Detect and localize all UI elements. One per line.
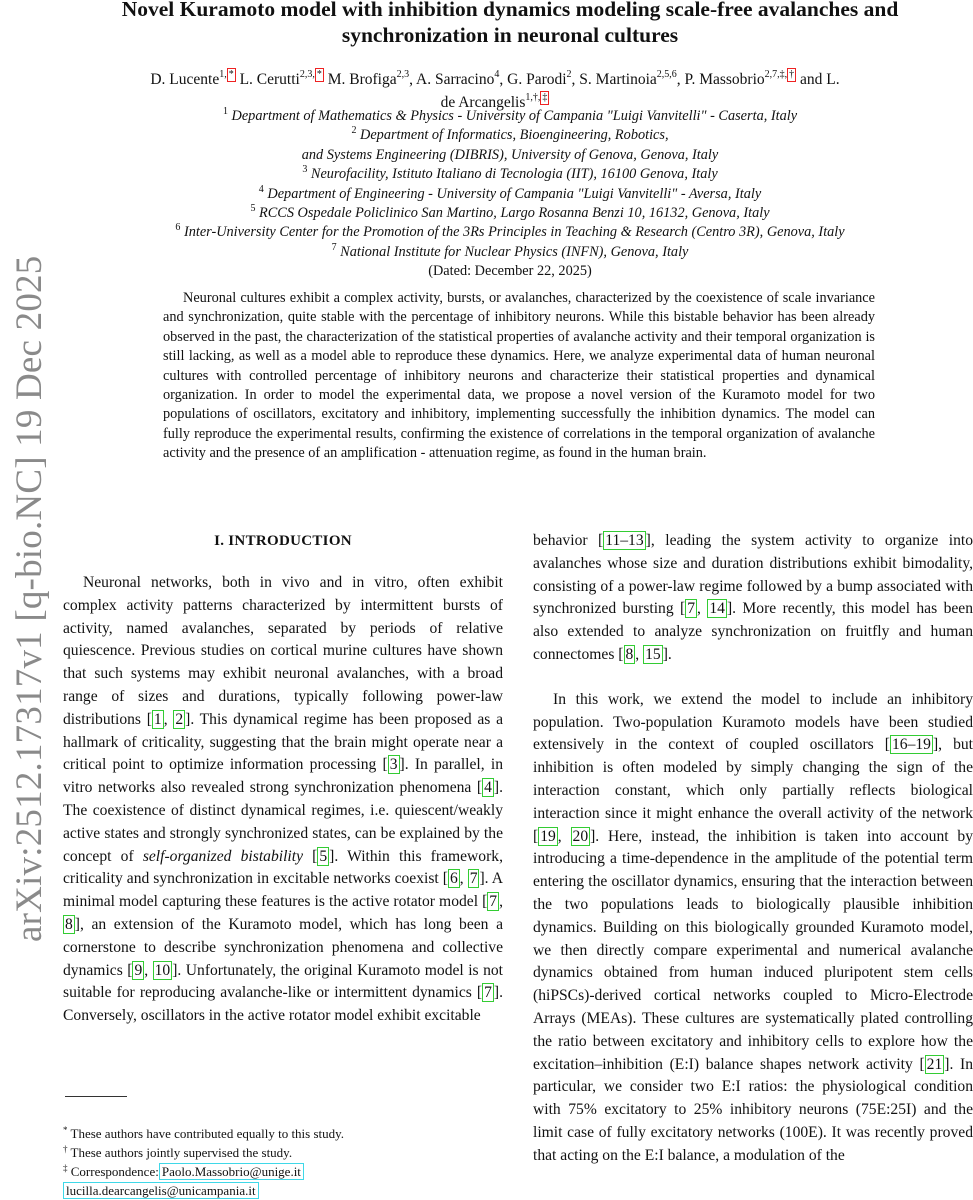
author-footnote-link[interactable]: †	[789, 69, 795, 80]
citation-link[interactable]: 8	[65, 915, 73, 933]
arxiv-identifier: arXiv:2512.17317v1 [q-bio.NC] 19 Dec 2025	[9, 255, 50, 942]
email-link-dearcangelis[interactable]: lucilla.dearcangelis@unicampania.it	[63, 1182, 259, 1199]
affiliation-line: $^2$ Department of Informatics, Bioengineering, Robotics,	[351, 125, 669, 144]
footnote-equal-contribution: * These authors have contributed equally to this study.	[63, 1125, 345, 1141]
citation-link[interactable]: 7	[469, 870, 478, 888]
author-footnote-link[interactable]: *	[228, 69, 234, 80]
citation-link[interactable]: 20	[572, 827, 589, 845]
abstract	[163, 289, 875, 464]
author-name: L. Cerutti	[239, 71, 300, 88]
author-affiliation-mark: 2,3, *	[299, 69, 322, 80]
citation-link[interactable]: 3	[389, 756, 398, 774]
section-heading: I. INTRODUCTION	[214, 533, 352, 549]
citation-link[interactable]: 7	[489, 893, 498, 911]
footnote-correspondence: ‡ Correspondence: Paolo.Massobrio@unige.it	[63, 1162, 513, 1181]
author-affiliation-mark: 1, *	[219, 69, 234, 80]
author-list: D. Lucente$^{1, *}$ L. Cerutti$^{2,3, *}$ M. Brofiga$^{2,3}$, A. Sarracino$^4$, G. Parodi$^2$, S. Martinoia$^{2,5,6}$, P. Massobrio$^{2,7,\ddagger, \dagger}$ and L. de Arcangelis$^{1,\dagger, \ddagger}$	[150, 69, 840, 111]
citation-link[interactable]: 1	[153, 710, 162, 728]
intro-paragraph-2: In this work, we extend the model to include an inhibitory population. Two-population Kuramoto models have been studied extensively in the context of coupled oscillators [ 16–19 ], but inhibition is often modeled by simply changing the sign of the interaction constant, which only partially reflects biological interaction since it might enhance the overall activity of the network [ 19 , 20 ]. Here, instead, the inhibition is taken into account by introducing a time-dependence in the amplitude of the potential term entering the oscillator dynamics, ensuring that the interaction between the two populations leads to biologically plausible inhibition dynamics. Building on this biologically grounded Kuramoto model, we then directly compare experimental and numerical avalanche dynamics obtained from human induced pluripotent stem cells (hiPSCs)-derived cortical networks coupled to Micro-Electrode Arrays (MEAs). These cultures are systematically plated controlling the ratio between excitatory and inhibitory cells to explore how the excitation–inhibition (E:I) balance shapes network activity [ 21 ]. In particular, we consider two E:I ratios: the physiological condition with 75% excitatory to 25% inhibitory neurons (75E:25I) and the limit case of fully excitatory networks (100E). It was recently proved that acting on the E:I balance, a modulation of the	[533, 690, 973, 1164]
author-footnote-link[interactable]: ‡	[542, 92, 548, 103]
author-affiliation-mark: 2,3	[396, 69, 410, 80]
author-name: G. Parodi	[507, 71, 567, 88]
affiliation-line: $^5$ RCCS Ospedale Policlinico San Martino, Largo Rosanna Benzi 10, 16132, Genova, Italy	[250, 203, 770, 222]
affiliations	[60, 107, 960, 282]
intro-paragraph-1: Neuronal networks, both in vivo and in vitro, often exhibit complex activity patterns characterized by intermittent bursts of activity, named avalanches, separated by periods of relative quiescence. Previous studies on cortical murine cultures have shown that such systems may exhibit neuronal avalanches, with a broad range of sizes and durations, typically following power-law distributions [ 1 , 2 ]. This dynamical regime has been proposed as a hallmark of criticality, suggesting that the brain might operate near a critical point to optimize information processing [ 3 ]. In parallel, in vitro networks also revealed strong synchronization phenomena [ 4 ]. The coexistence of distinct dynamical regimes, i.e. quiescent/weakly active states and strongly synchronized states, can be explained by the concept of self-organized bistability [ 5 ]. Within this framework, criticality and synchronization in excitable networks coexist [ 6 , 7 ]. A minimal model capturing these features is the active rotator model [ 7 , 8 ], an extension of the Kuramoto model, which has long been a cornerstone to describe synchronization phenomena and collective dynamics [ 9 , 10 ]. Unfortunately, the original Kuramoto model is not suitable for reproducing avalanche-like or intermittent dynamics [ 7 ]. Conversely, oscillators in the active rotator model exhibit excitable	[63, 574, 504, 1025]
author-name: S. Martinoia	[579, 71, 657, 88]
author-name: D. Lucente	[150, 71, 220, 88]
citation-link[interactable]: 2	[175, 710, 184, 728]
author-affiliation-mark: 1,†, ‡	[525, 92, 548, 103]
emphasis: self-organized bistability	[142, 847, 303, 865]
citation-link[interactable]: 6	[449, 870, 458, 888]
citation-link[interactable]: 19	[540, 827, 556, 845]
author-name: P. Massobrio	[684, 71, 765, 88]
author-affiliation-mark: 2,5,6	[656, 69, 677, 80]
citation-link[interactable]: 16–19	[891, 736, 931, 754]
affiliation-line: $^4$ Department of Engineering - University of Campania "Luigi Vanvitelli" - Aversa, Italy	[258, 183, 762, 202]
intro-paragraph-continued: behavior [ 11–13 ], leading the system activity to organize into avalanches whose size and duration distributions exhibit bimodality, consisting of a power-law regime followed by a bump associated with synchronized bursting [ 7 , 14 ]. More recently, this model has been also extended to analyze synchronization on fruitfly and human connectomes [ 8 , 15 ].	[533, 532, 973, 663]
author-footnote-link[interactable]: *	[316, 69, 322, 80]
affiliation-line: and Systems Engineering (DIBRIS), University of Genova, Genova, Italy	[301, 146, 719, 163]
citation-link[interactable]: 10	[154, 961, 171, 979]
citation-link[interactable]: 4	[484, 779, 492, 797]
citation-link[interactable]: 21	[926, 1055, 943, 1073]
author-affiliation-mark: 2,7,‡, †	[764, 69, 795, 80]
author-name: M. Brofiga	[327, 71, 397, 88]
citation-link[interactable]: 9	[134, 961, 143, 979]
right-column	[533, 530, 973, 1168]
footnote-supervision: † These authors jointly supervised the study.	[63, 1144, 293, 1160]
left-column	[63, 530, 503, 1028]
abstract-text: Neuronal cultures exhibit a complex activity, bursts, or avalanches, characterized by the coexistence of scale invariance and synchronization, quite stable with the percentage of inhibitory neurons. While this bistable behavior has been already observed in the past, the characterization of the statistical properties of avalanche activity and their temporal organization is still lacking, as well as a model able to reproduce these dynamics. Here, we analyze experimental data of human neuronal cultures with controlled percentage of inhibitory neurons and characterize their statistical properties and dynamical organization. In order to model the experimental data, we propose a novel version of the Kuramoto model for two populations of oscillators, excitatory and inhibitory, implementing successfully the inhibition dynamics. The model can fully reproduce the experimental results, confirming the existence of correlations in the temporal organization of avalanche activity and the presence of an amplification - attenuation regime, as found in the human brain.	[163, 290, 875, 462]
author-affiliation-mark: 4	[494, 69, 500, 80]
affiliation-line: $^1$ Department of Mathematics & Physics - University of Campania "Luigi Vanvitelli" - Caserta, Italy	[222, 106, 798, 124]
citation-link[interactable]: 7	[484, 984, 492, 1002]
author-affiliation-mark: 2	[566, 69, 572, 80]
email-link-massobrio[interactable]: Paolo.Massobrio@unige.it	[159, 1163, 304, 1180]
citation-link[interactable]: 14	[709, 600, 725, 618]
affiliation-line: $^3$ Neurofacility, Istituto Italiano di Tecnologia (IIT), 16100 Genova, Italy	[302, 164, 718, 183]
author-name: L. de Arcangelis	[440, 71, 840, 111]
citation-link[interactable]: 11–13	[605, 532, 644, 549]
citation-link[interactable]: 8	[625, 645, 634, 663]
affiliation-line: $^7$ National Institute for Nuclear Physics (INFN), Genova, Italy	[331, 241, 689, 260]
paper-title: Novel Kuramoto model with inhibition dynamics modeling scale-free avalanches and synchronization in neuronal cultures	[121, 0, 899, 47]
footnotes	[63, 1124, 513, 1200]
affiliation-line: $^6$ Inter-University Center for the Promotion of the 3Rs Principles in Teaching & Research (Centro 3R), Genova, Italy	[175, 222, 845, 241]
author-name: A. Sarracino	[416, 71, 495, 88]
citation-link[interactable]: 7	[687, 600, 696, 618]
dated-line: (Dated: December 22, 2025)	[428, 263, 592, 280]
citation-link[interactable]: 5	[319, 847, 328, 865]
footnote-divider	[65, 1096, 127, 1097]
citation-link[interactable]: 15	[645, 645, 661, 663]
